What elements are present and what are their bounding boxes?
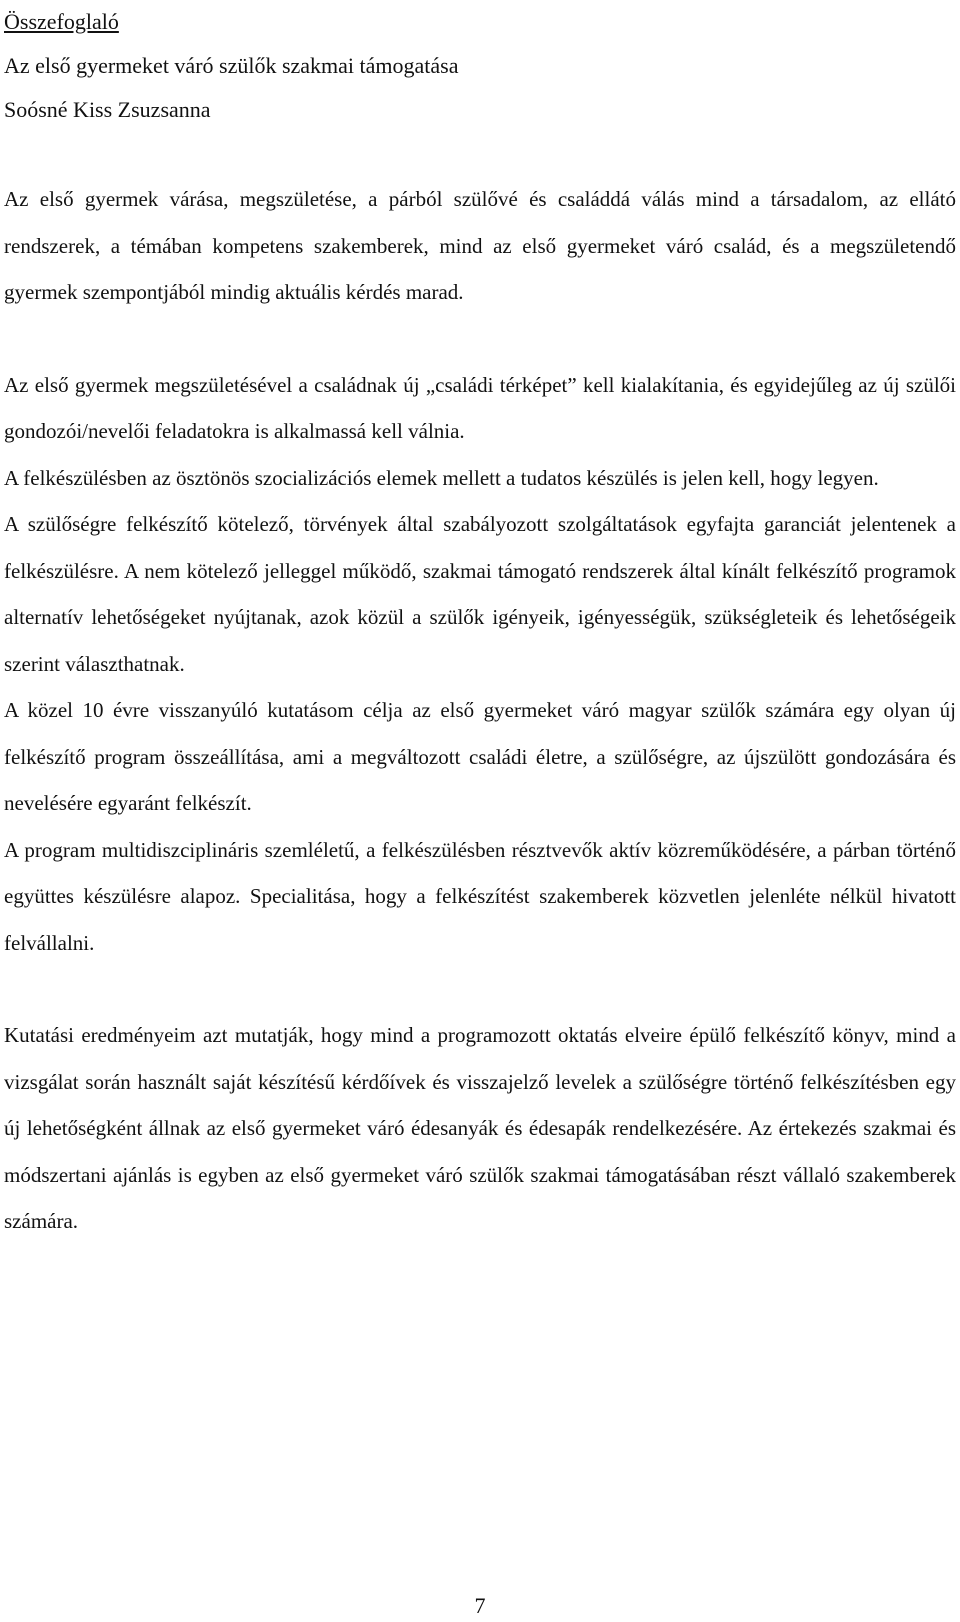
paragraph-6: A program multidiszciplináris szemléletű, a felkészülésben résztvevők aktív közreműködésére, a párban történő együttes készülésre alapoz. Specialitása, hogy a felkészítést szakemberek közvetlen jelenléte nélkül hivatott felvállalni. [4,837,956,955]
paragraph-4: A szülőségre felkészítő kötelező, törvények által szabályozott szolgáltatások egyfajta garanciát jelentenek a felkészülésre. A nem kötelező jelleggel működő, szakmai támogató rendszerek által kínált felkészítő programok alternatív lehetőségeket nyújtanak, azok közül a szülők igényeik, igényességük, szükségleteik és lehetőségeik szerint választhatnak. [4,512,956,676]
paragraph-3: A felkészülésben az ösztönös szocializációs elemek mellett a tudatos készülés is jelen kell, hogy legyen. [4,465,879,490]
paragraph-5: A közel 10 évre visszanyúló kutatásom célja az első gyermeket váró magyar szülők számára egy olyan új felkészítő program összeállítása, ami a megváltozott családi életre, a szülőségre, az újszülött gondozására és nevelésére egyaránt felkészít. [4,698,956,815]
paragraph-1: Az első gyermek várása, megszületése, a párból szülővé és családdá válás mind a társadalom, az ellátó rendszerek, a témában kompetens szakemberek, mind az első gyermeket váró család, és a megszületendő gyermek szempontjából mindig aktuális kérdés marad. [4,187,956,304]
paragraph-2: Az első gyermek megszületésével a családnak új „családi térképet” kell kialakítania, és egyidejűleg az új szülői gondozói/nevelői feladatokra is alkalmassá kell válnia. [4,372,956,443]
paragraph-7: Kutatási eredményeim azt mutatják, hogy mind a programozott oktatás elveire épülő felkészítő könyv, mind a vizsgálat során használt saját készítésű kérdőívek és visszajelző levelek a szülőségre történő felkészítésben egy új lehetőségként állnak az első gyermeket váró édesanyák és édesapák rendelkezésére. Az értekezés szakmai és módszertani ajánlás is egyben az első gyermeket váró szülők szakmai támogatásában részt vállaló szakemberek számára. [4,1023,956,1233]
document-author: Soósné Kiss Zsuzsanna [4,97,211,122]
document-page [4,0,956,1245]
document-subtitle: Az első gyermeket váró szülők szakmai támogatása [4,53,459,78]
document-title: Összefoglaló [4,9,119,34]
page-number: 7 [474,1593,486,1618]
